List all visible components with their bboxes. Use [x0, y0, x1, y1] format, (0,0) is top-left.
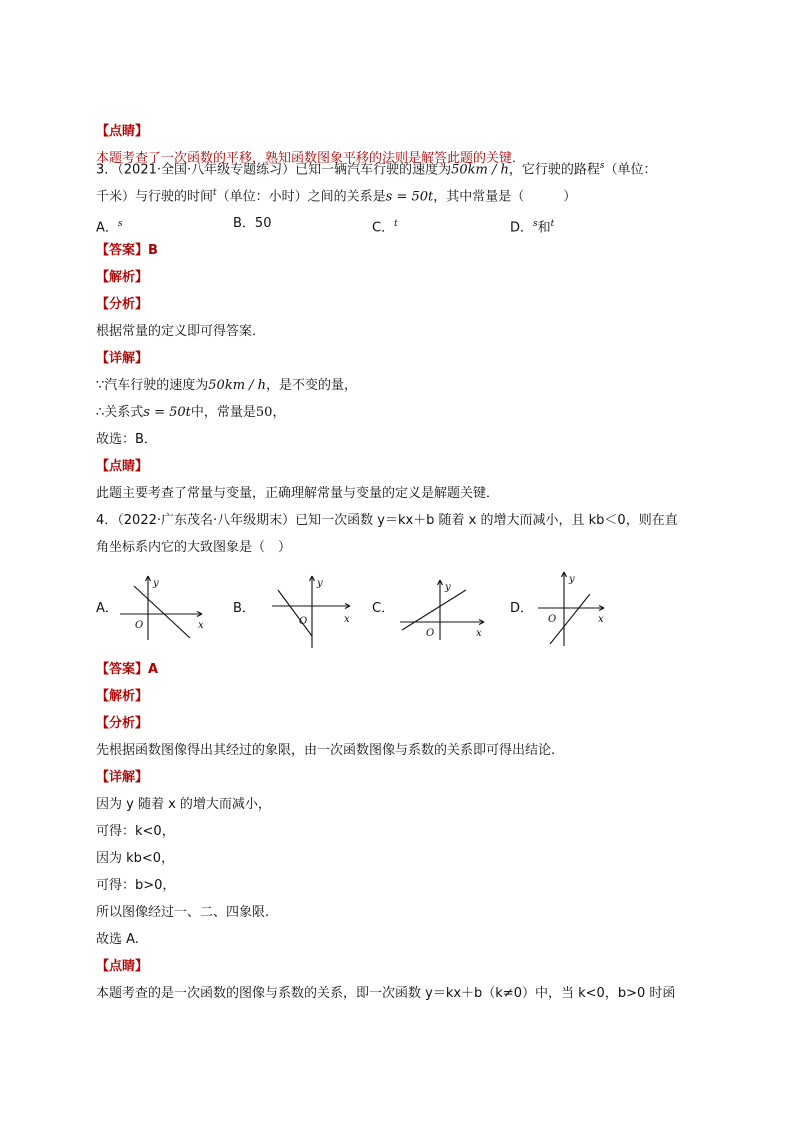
question-4-line-1: 4．（2022·广东茂名·八年级期末）已知一次函数 y＝kx＋b 随着 x 的增大而减小，且 kb＜0，则在直 — [96, 513, 678, 528]
option-b: B．50 — [233, 216, 272, 231]
jiexi-4: 【解析】 — [96, 689, 149, 704]
graph-option-b-label: B． — [233, 601, 255, 616]
question-4-line-2: 角坐标系内它的大致图象是（ ） — [96, 540, 292, 555]
graph-option-c-label: C． — [372, 601, 395, 616]
xiangjie-4-line-2: 可得：k<0， — [96, 824, 175, 839]
origin-label: O — [548, 614, 557, 625]
xiangjie-4-line-5: 所以图像经过一、二、四象限. — [96, 905, 270, 920]
origin-label: O — [426, 628, 435, 639]
question-3-line-2: 千米）与行驶的时间$^t$（单位：小时）之间的关系是s = 50t，其中常量是（ ） — [96, 188, 577, 205]
xiangjie-4-line-1: 因为 y 随着 x 的增大而减小， — [96, 797, 271, 812]
xiangjie-4-line-4: 可得：b>0， — [96, 878, 176, 893]
origin-label: O — [299, 616, 308, 627]
function-line — [402, 590, 466, 630]
graph-option-a — [118, 572, 208, 642]
option-c: C．$^t$ — [372, 219, 398, 236]
question-3-line-1: 3．（2021·全国·八年级专题练习）已知一辆汽车行驶的速度为50km / h，它行驶的路程$^s$（单位： — [96, 161, 657, 178]
x-label: x — [476, 628, 482, 639]
y-label: y — [153, 578, 159, 589]
xiangjie-3: 【详解】 — [96, 351, 149, 366]
dianjing-text: 本题考查了一次函数的平移，熟知函数图象平移的法则是解答此题的关键． — [96, 151, 526, 166]
xiangjie-3-line-3: 故选：B． — [96, 432, 157, 447]
dianjing-3-text: 此题主要考查了常量与变量，正确理解常量与变量的定义是解题关键． — [96, 486, 500, 501]
x-label: x — [198, 620, 204, 631]
fenxi-4: 【分析】 — [96, 716, 149, 731]
y-label: y — [445, 582, 451, 593]
option-d: D．$^s$和$^t$ — [510, 219, 555, 236]
dianjing-3: 【点睛】 — [96, 459, 149, 474]
fenxi-4-text: 先根据函数图像得出其经过的象限，由一次函数图像与系数的关系即可得出结论. — [96, 743, 556, 758]
x-label: x — [598, 614, 604, 625]
answer-3: 【答案】B — [96, 243, 158, 258]
dianjing-4: 【点睛】 — [96, 959, 149, 974]
origin-label: O — [135, 620, 144, 631]
xiangjie-3-line-1: ∵汽车行驶的速度为50km / h，是不变的量， — [96, 378, 358, 393]
x-label: x — [344, 614, 350, 625]
xiangjie-3-line-2: ∴关系式s = 50t中，常量是50， — [96, 405, 286, 420]
option-a: A．$^s$ — [96, 219, 123, 236]
dianjing-4-text: 本题考查的是一次函数的图像与系数的关系，即一次函数 y＝kx＋b（k≠0）中，当 k<0，b>0 时函 — [96, 986, 676, 1001]
graph-option-a-label: A． — [96, 601, 118, 616]
section-tag-dianjing: 【点睛】 — [96, 124, 149, 139]
xiangjie-4-line-3: 因为 kb<0， — [96, 851, 175, 866]
graph-option-d — [536, 568, 616, 648]
jiexi-3: 【解析】 — [96, 270, 149, 285]
graph-option-c — [396, 576, 488, 642]
fenxi-3-text: 根据常量的定义即可得答案． — [96, 324, 266, 339]
xiangjie-4: 【详解】 — [96, 770, 149, 785]
fenxi-3: 【分析】 — [96, 297, 149, 312]
function-line — [278, 590, 312, 636]
xiangjie-4-line-6: 故选 A. — [96, 932, 139, 947]
answer-4: 【答案】A — [96, 662, 159, 677]
y-label: y — [317, 578, 323, 589]
graph-option-b — [270, 572, 360, 650]
graph-option-d-label: D． — [510, 601, 534, 616]
y-label: y — [569, 574, 575, 585]
